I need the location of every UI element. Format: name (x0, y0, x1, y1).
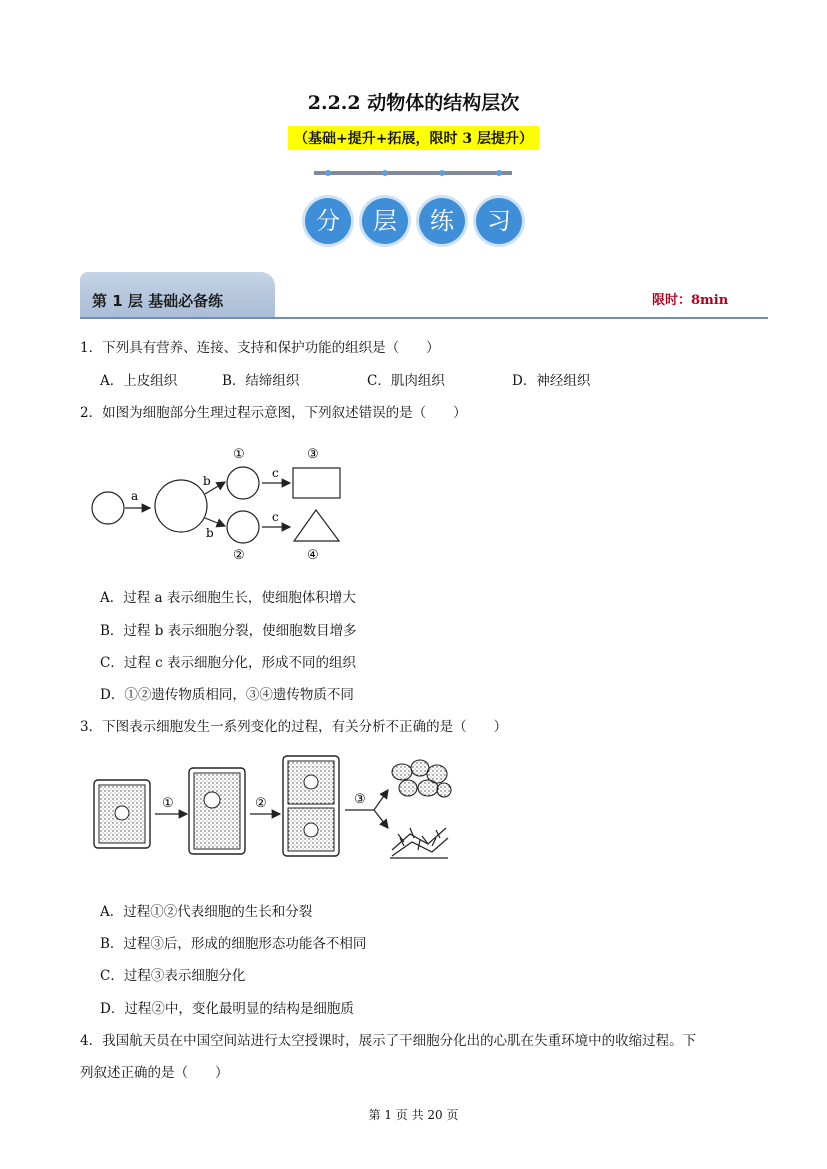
q2-option-a: A．过程 a 表示细胞生长，使细胞体积增大 (100, 590, 356, 606)
rail-dot (325, 170, 331, 176)
nucleus-2 (204, 792, 220, 808)
subtitle-wrap (0, 126, 827, 150)
label-b2: b (206, 526, 214, 540)
rail-dot (439, 170, 445, 176)
tissue-branching-cells (390, 828, 448, 858)
badge-fen: 分 (305, 198, 351, 244)
label-n3: ③ (307, 447, 319, 462)
q1-option-a: A．上皮组织 (100, 373, 178, 389)
q1-option-b: B．结缔组织 (222, 373, 300, 389)
cell-2 (227, 511, 259, 543)
cell-1 (227, 467, 259, 499)
q1-option-c: C．肌肉组织 (367, 373, 445, 389)
page-number: 第 1 页 共 20 页 (368, 1108, 459, 1122)
label-c1: c (272, 466, 279, 480)
badge-xi: 习 (476, 198, 522, 244)
subtitle: （基础+提升+拓展，限时 3 层提升） (288, 126, 539, 150)
rail-dot (496, 170, 502, 176)
label-n4: ④ (307, 548, 319, 563)
nucleus-1 (115, 806, 129, 820)
step-2: ② (255, 796, 267, 811)
q3-option-a: A．过程①②代表细胞的生长和分裂 (100, 904, 313, 920)
question-2: 2．如图为细胞部分生理过程示意图，下列叙述错误的是（ ） (80, 405, 467, 421)
label-a: a (131, 489, 139, 503)
time-limit: 限时：8min (652, 293, 729, 308)
step-3: ③ (354, 792, 366, 807)
tissue-3 (293, 468, 340, 498)
cell-initial (92, 492, 124, 524)
page-title: 2.2.2 动物体的结构层次 (307, 92, 520, 114)
cell-change-diagram (92, 750, 452, 862)
question-4-line-2: 列叙述正确的是（ ） (80, 1065, 229, 1081)
badge-ceng: 层 (362, 198, 408, 244)
q2-option-c: C．过程 c 表示细胞分化，形成不同的组织 (100, 655, 356, 671)
label-c2: c (272, 510, 279, 524)
layer-label: 第 1 层 基础必备练 (92, 292, 224, 310)
question-4-line-1: 4．我国航天员在中国空间站进行太空授课时，展示了干细胞分化出的心肌在失重环境中的收缩过程。下 (80, 1033, 697, 1049)
cell-membrane-2 (194, 773, 240, 849)
cell-grown (155, 480, 207, 532)
q1-option-d: D．神经组织 (512, 373, 591, 389)
question-3: 3．下图表示细胞发生一系列变化的过程，有关分析不正确的是（ ） (80, 719, 508, 735)
q3-option-b: B．过程③后，形成的细胞形态功能各不相同 (100, 936, 367, 952)
question-1: 1．下列具有营养、连接、支持和保护功能的组织是（ ） (80, 340, 440, 356)
label-b1: b (203, 474, 211, 488)
badge-lian: 练 (419, 198, 465, 244)
layer-divider (80, 317, 768, 319)
q3-option-d: D．过程②中，变化最明显的结构是细胞质 (100, 1001, 354, 1017)
q3-option-c: C．过程③表示细胞分化 (100, 968, 246, 984)
rail-dot (382, 170, 388, 176)
nucleus-3b (304, 823, 318, 837)
q2-option-d: D．①②遗传物质相同，③④遗传物质不同 (100, 687, 354, 703)
step-1: ① (162, 796, 174, 811)
label-n1: ① (233, 447, 245, 462)
label-n2: ② (233, 548, 245, 563)
cell-process-diagram (85, 440, 355, 565)
tissue-4 (294, 510, 339, 541)
nucleus-3a (304, 775, 318, 789)
q2-option-b: B．过程 b 表示细胞分裂，使细胞数目增多 (100, 623, 357, 639)
badge-rail (314, 171, 512, 175)
tissue-round-cells (392, 760, 451, 797)
